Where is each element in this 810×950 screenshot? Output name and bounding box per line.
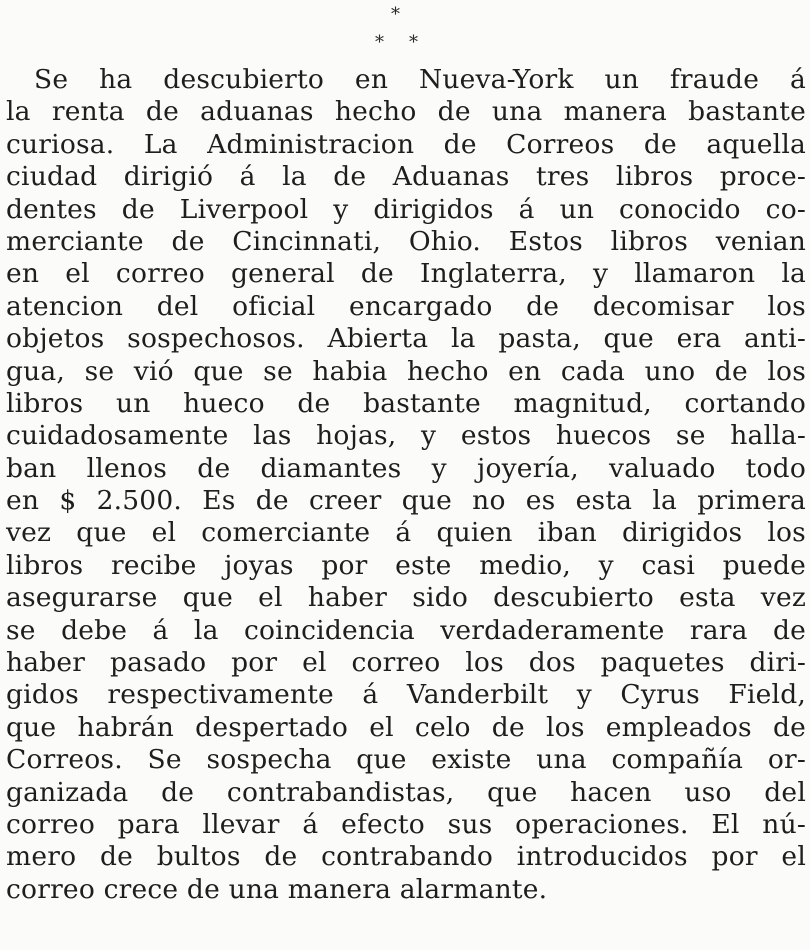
article-line: libros un hueco de bastante magnitud, cortando bbox=[6, 387, 806, 419]
article-line: en $ 2.500. Es de creer que no es esta la primera bbox=[6, 485, 806, 517]
article-line: vez que el comerciante á quien iban dirigidos los bbox=[6, 517, 806, 549]
asterism-star: * bbox=[409, 32, 418, 53]
article-line: ban llenos de diamantes y joyería, valuado todo bbox=[6, 452, 806, 484]
article-line: atencion del oficial encargado de decomisar los bbox=[6, 290, 806, 322]
article-line: se debe á la coincidencia verdaderamente rara de bbox=[6, 614, 806, 646]
article-line: ganizada de contrabandistas, que hacen uso del bbox=[6, 776, 806, 808]
article-line: Se ha descubierto en Nueva-York un fraude á bbox=[34, 64, 806, 95]
asterism-separator bbox=[355, 4, 445, 56]
article-line: gidos respectivamente á Vanderbilt y Cyrus Field, bbox=[6, 679, 806, 711]
article-line: asegurarse que el haber sido descubierto esta vez bbox=[6, 582, 806, 614]
article-line: la renta de aduanas hecho de una manera bastante bbox=[6, 96, 806, 128]
article-line: haber pasado por el correo los dos paquetes diri- bbox=[6, 647, 806, 679]
article-line: Correos. Se sospecha que existe una compañía or- bbox=[6, 744, 806, 776]
article-line: gua, se vió que se habia hecho en cada uno de los bbox=[6, 355, 806, 387]
article-line: curiosa. La Administracion de Correos de aquella bbox=[6, 128, 806, 160]
asterism-star: * bbox=[375, 32, 384, 53]
article-line: correo crece de una manera alarmante. bbox=[6, 873, 548, 905]
article-line: libros recibe joyas por este medio, y casi puede bbox=[6, 549, 806, 581]
news-article bbox=[6, 64, 806, 906]
article-line: correo para llevar á efecto sus operaciones. El nú- bbox=[6, 808, 806, 840]
article-line: merciante de Cincinnati, Ohio. Estos libros venian bbox=[6, 225, 806, 257]
article-line: objetos sospechosos. Abierta la pasta, que era anti- bbox=[6, 323, 806, 355]
article-line: mero de bultos de contrabando introducidos por el bbox=[6, 841, 806, 873]
asterism-star: * bbox=[391, 4, 400, 25]
article-line: que habrán despertado el celo de los empleados de bbox=[6, 711, 806, 743]
article-line: dentes de Liverpool y dirigidos á un conocido co- bbox=[6, 193, 806, 225]
article-line: cuidadosamente las hojas, y estos huecos se halla- bbox=[6, 420, 806, 452]
article-line: en el correo general de Inglaterra, y llamaron la bbox=[6, 258, 806, 290]
article-line: ciudad dirigió á la de Aduanas tres libros proce- bbox=[6, 161, 806, 193]
